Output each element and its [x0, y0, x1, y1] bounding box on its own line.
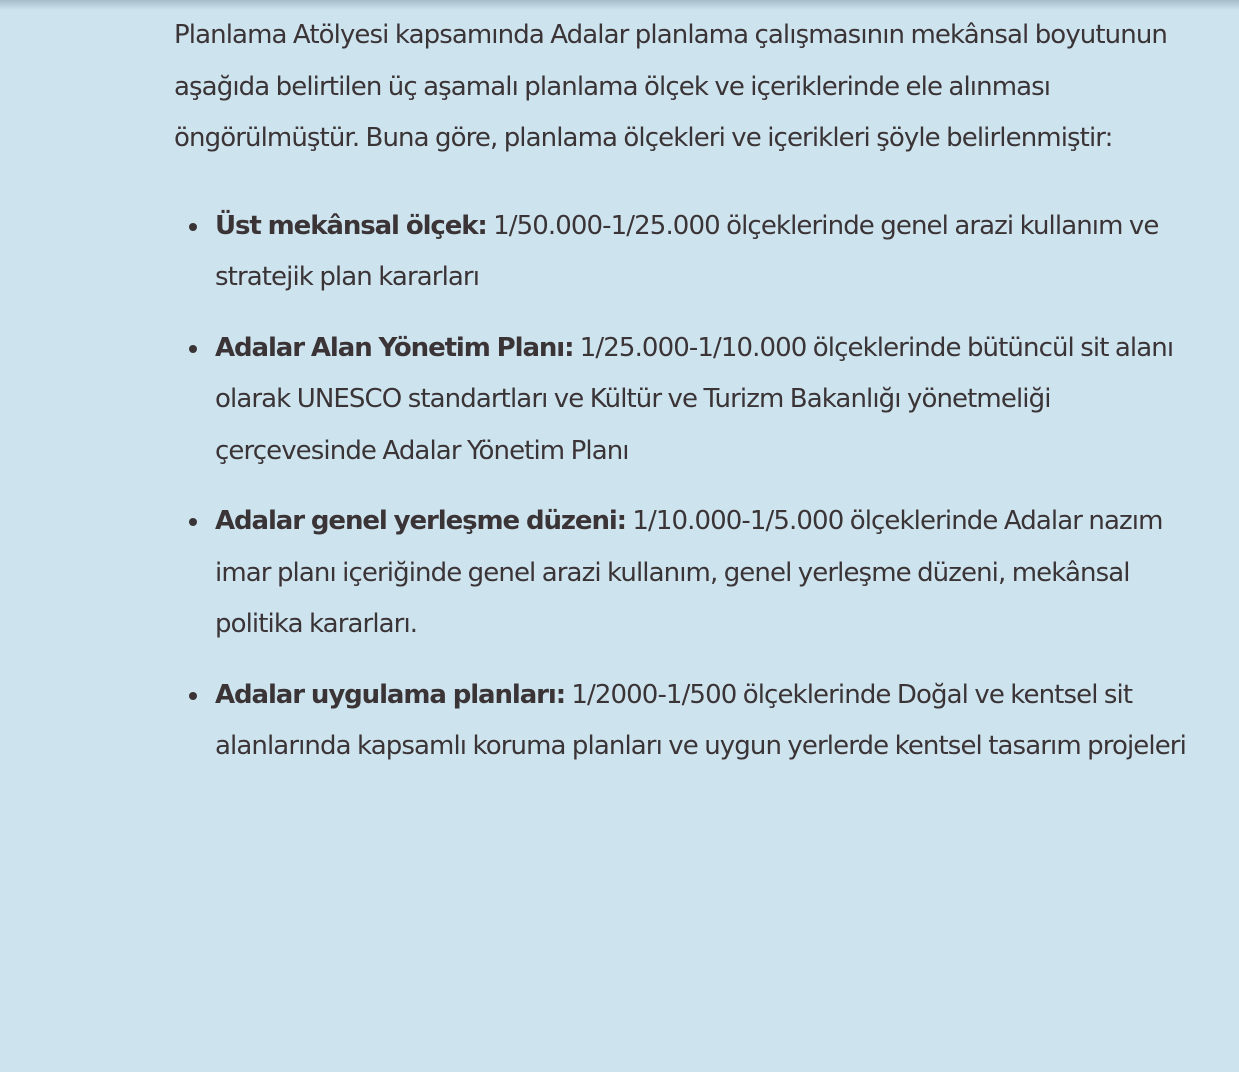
list-item-general-settlement-layout: [174, 496, 1204, 651]
intro-paragraph: Planlama Atölyesi kapsamında Adalar planlama çalışmasının mekânsal boyutunun aşağıda belirtilen üç aşamalı planlama ölçek ve içeriklerinde ele alınması öngörülmüştür. Buna göre, planlama ölçekleri ve içerikleri şöyle belirlenmiştir:: [174, 20, 1167, 153]
list-item-term: Üst mekânsal ölçek:: [215, 210, 487, 241]
list-item-description: 1/25.000-1/10.000 ölçeklerinde bütüncül sit alanı olarak UNESCO standartları ve Kültür ve Turizm Bakanlığı yönetmeliği çerçevesinde Adalar Yönetim Planı: [215, 332, 1174, 466]
planning-scales-list: [174, 201, 1204, 773]
list-item-term: Adalar genel yerleşme düzeni:: [215, 506, 626, 536]
bullet-icon: [189, 518, 197, 526]
list-item-implementation-plans: [174, 670, 1204, 773]
list-item-upper-spatial-scale: [174, 201, 1204, 304]
top-shadow: [0, 0, 1239, 10]
list-item-description: 1/10.000-1/5.000 ölçeklerinde Adalar nazım imar planı içeriğinde genel arazi kullanım, genel yerleşme düzeni, mekânsal politika kararları.: [215, 506, 1163, 639]
bullet-icon: [189, 223, 197, 231]
article-content: [174, 10, 1204, 792]
list-item-site-management-plan: [174, 323, 1204, 478]
bullet-icon: [189, 345, 197, 353]
bullet-icon: [189, 692, 197, 700]
list-item-description: 1/2000-1/500 ölçeklerinde Doğal ve kentsel sit alanlarında kapsamlı koruma planları ve uygun yerlerde kentsel tasarım projeleri: [215, 679, 1186, 761]
list-item-term: Adalar Alan Yönetim Planı:: [215, 332, 574, 363]
list-item-term: Adalar uygulama planları:: [215, 679, 566, 710]
list-item-description: 1/50.000-1/25.000 ölçeklerinde genel arazi kullanım ve stratejik plan kararları: [215, 210, 1159, 292]
